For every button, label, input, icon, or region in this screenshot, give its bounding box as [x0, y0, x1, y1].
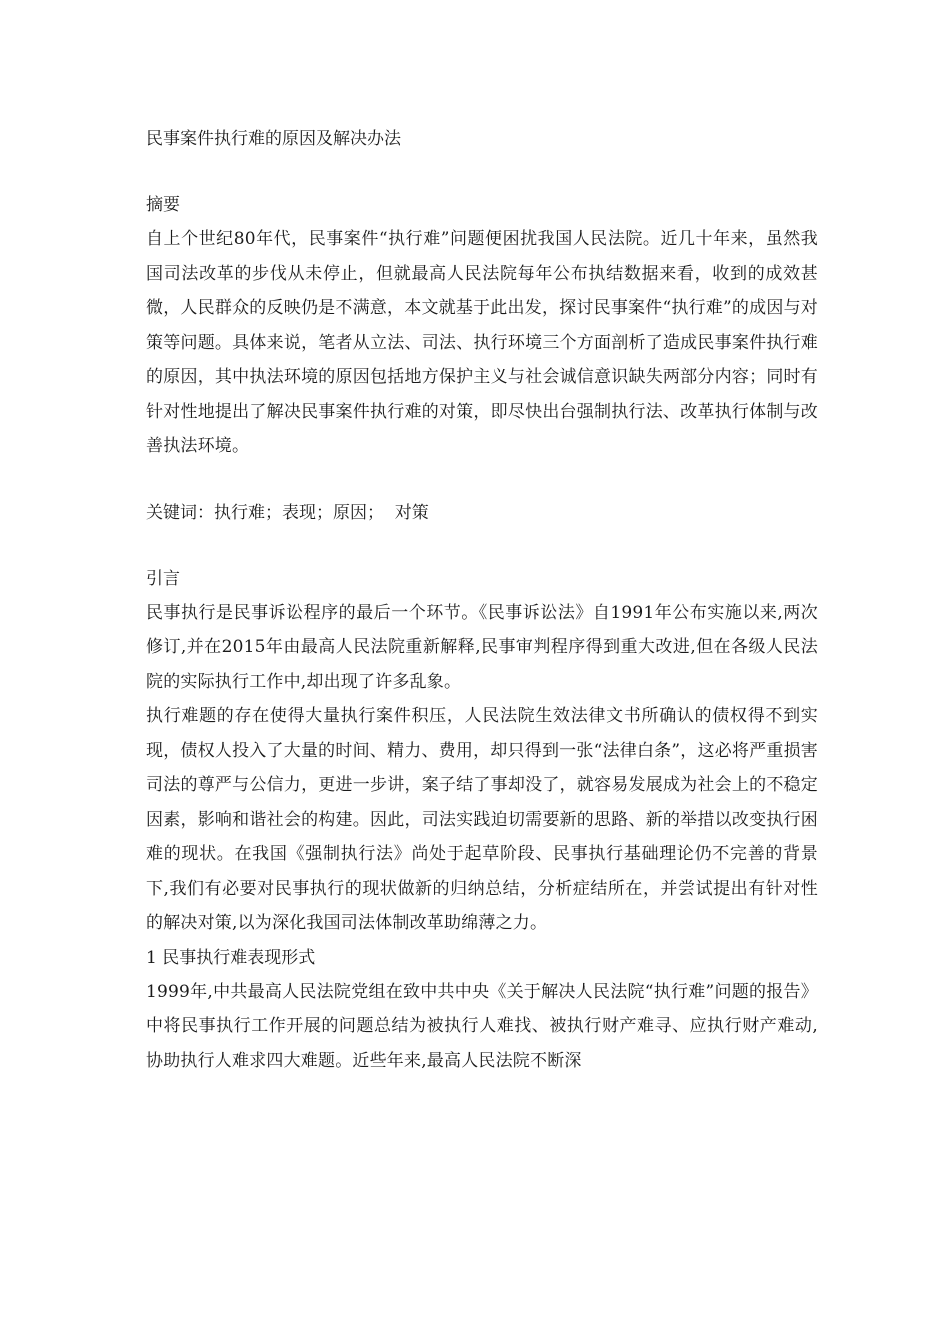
- intro-paragraph-1: 民事执行是民事诉讼程序的最后一个环节。《民事诉讼法》自1991年公布实施以来,两次修订,并在2015年由最高人民法院重新解释,民事审判程序得到重大改进,但在各级人民法院的实际执行工作中,却出现了许多乱象。: [146, 602, 818, 692]
- intro-heading: 引言: [146, 568, 180, 589]
- section-1-paragraph-1: 1999年,中共最高人民法院党组在致中共中央《关于解决人民法院“执行难”问题的报告》中将民事执行工作开展的问题总结为被执行人难找、被执行财产难寻、应执行财产难动,协助执行人难求四大难题。近些年来,最高人民法院不断深: [146, 981, 818, 1071]
- intro-paragraph-2: 执行难题的存在使得大量执行案件积压，人民法院生效法律文书所确认的债权得不到实现，债权人投入了大量的时间、精力、费用，却只得到一张“法律白条”，这必将严重损害司法的尊严与公信力，更进一步讲，案子结了事却没了，就容易发展成为社会上的不稳定因素，影响和谐社会的构建。因此，司法实践迫切需要新的思路、新的举措以改变执行困难的现状。在我国《强制执行法》尚处于起草阶段、民事执行基础理论仍不完善的背景下,我们有必要对民事执行的现状做新的归纳总结，分析症结所在，并尝试提出有针对性的解决对策,以为深化我国司法体制改革助绵薄之力。: [146, 706, 818, 933]
- spacer: [146, 530, 818, 562]
- spacer: [146, 156, 818, 188]
- spacer: [146, 464, 818, 496]
- abstract-heading: 摘要: [146, 195, 180, 215]
- section-1-heading: 1 民事执行难表现形式: [146, 947, 316, 968]
- abstract-text: 自上个世纪80年代，民事案件“执行难”问题便困扰我国人民法院。近几十年来，虽然我国司法改革的步伐从未停止，但就最高人民法院每年公布执结数据来看，收到的成效甚微，人民群众的反映仍是不满意，本文就基于此出发，探讨民事案件“执行难”的成因与对策等问题。具体来说，笔者从立法、司法、执行环境三个方面剖析了造成民事案件执行难的原因，其中执法环境的原因包括地方保护主义与社会诚信意识缺失两部分内容；同时有针对性地提出了解决民事案件执行难的对策，即尽快出台强制执行法、改革执行体制与改善执法环境。: [146, 229, 818, 456]
- document-title: 民事案件执行难的原因及解决办法: [146, 129, 401, 149]
- keywords-line: 关键词：执行难；表现；原因； 对策: [146, 502, 429, 523]
- document-page: [146, 122, 818, 1078]
